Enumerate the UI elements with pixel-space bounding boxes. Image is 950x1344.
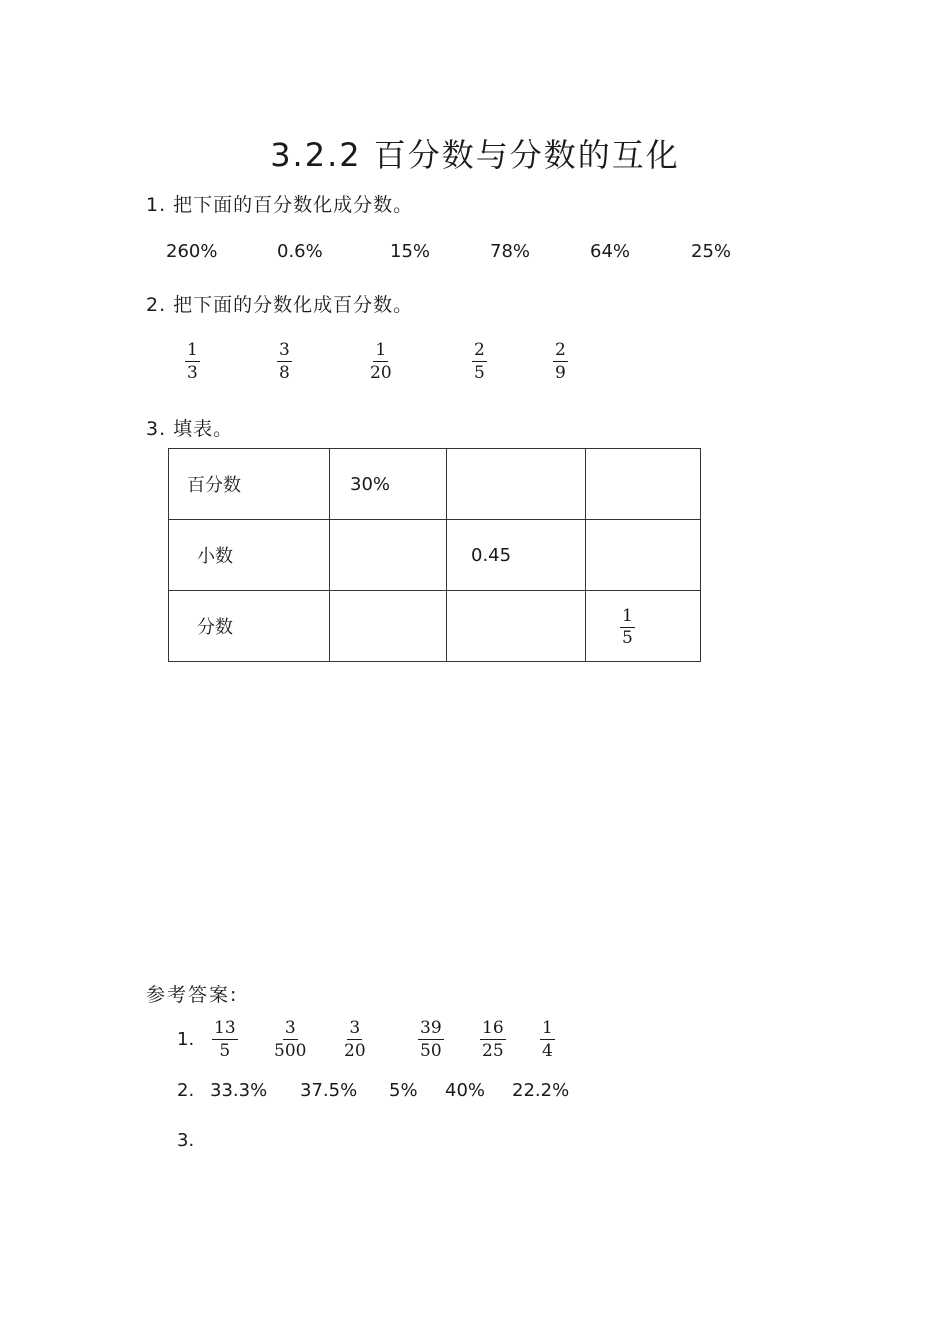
q1-item: 64% bbox=[590, 241, 631, 262]
fraction-numerator: 13 bbox=[214, 1018, 236, 1038]
table-row bbox=[169, 520, 701, 591]
answer-2-item: 40% bbox=[445, 1080, 486, 1101]
row-label: 百分数 bbox=[169, 449, 330, 520]
answer-2-label: 2. bbox=[177, 1080, 195, 1101]
answer-2-item: 33.3% bbox=[210, 1080, 268, 1101]
fraction-denominator: 5 bbox=[622, 627, 633, 648]
table-cell bbox=[330, 520, 447, 591]
fraction-denominator: 25 bbox=[482, 1041, 504, 1061]
answer-fraction bbox=[540, 1018, 555, 1061]
page-title: 3.2.2 百分数与分数的互化 bbox=[270, 136, 680, 174]
fraction-numerator: 1 bbox=[542, 1018, 553, 1038]
q1-item: 15% bbox=[390, 241, 431, 262]
q1-item: 78% bbox=[490, 241, 531, 262]
fraction-numerator: 1 bbox=[375, 340, 387, 360]
table-cell bbox=[447, 591, 586, 662]
fraction-denominator: 20 bbox=[344, 1041, 366, 1061]
table-cell bbox=[586, 449, 701, 520]
q2-fraction bbox=[553, 340, 568, 383]
table-cell bbox=[330, 591, 447, 662]
fraction-denominator: 9 bbox=[555, 363, 566, 383]
answer-3-label: 3. bbox=[177, 1130, 195, 1151]
fraction-denominator: 8 bbox=[279, 363, 290, 383]
table-row bbox=[169, 449, 701, 520]
fraction-numerator: 1 bbox=[187, 340, 198, 360]
question-2-prompt: 2. 把下面的分数化成百分数。 bbox=[146, 294, 414, 316]
fraction-numerator: 3 bbox=[349, 1018, 361, 1038]
fraction-numerator: 2 bbox=[474, 340, 485, 360]
fraction-numerator: 3 bbox=[279, 340, 290, 360]
q1-item: 25% bbox=[691, 241, 732, 262]
row-label: 分数 bbox=[169, 591, 330, 662]
q2-fraction bbox=[370, 340, 392, 383]
table-row bbox=[169, 591, 701, 662]
q2-fraction bbox=[472, 340, 487, 383]
answer-2-item: 22.2% bbox=[512, 1080, 570, 1101]
table-cell: 30% bbox=[330, 449, 447, 520]
table-cell bbox=[586, 520, 701, 591]
fraction-numerator: 1 bbox=[622, 605, 633, 626]
answer-fraction bbox=[344, 1018, 366, 1061]
q2-fraction bbox=[277, 340, 292, 383]
question-1-prompt: 1. 把下面的百分数化成分数。 bbox=[146, 194, 414, 216]
answer-1-label: 1. bbox=[177, 1029, 195, 1050]
row-label: 小数 bbox=[169, 520, 330, 591]
q1-item: 0.6% bbox=[277, 241, 323, 262]
cell-fraction bbox=[620, 606, 635, 648]
table-cell-fraction bbox=[586, 591, 701, 662]
fraction-numerator: 16 bbox=[482, 1018, 504, 1038]
answer-2-item: 5% bbox=[389, 1080, 418, 1101]
fraction-denominator: 3 bbox=[187, 363, 198, 383]
answer-2-item: 37.5% bbox=[300, 1080, 358, 1101]
fraction-denominator: 50 bbox=[420, 1041, 442, 1061]
fraction-numerator: 39 bbox=[420, 1018, 442, 1038]
answer-fraction bbox=[274, 1018, 306, 1061]
table-cell bbox=[447, 449, 586, 520]
fraction-numerator: 2 bbox=[555, 340, 566, 360]
fraction-denominator: 4 bbox=[542, 1041, 553, 1061]
q1-item: 260% bbox=[166, 241, 218, 262]
fraction-denominator: 20 bbox=[370, 363, 392, 383]
question-3-prompt: 3. 填表。 bbox=[146, 418, 234, 440]
q2-fraction bbox=[185, 340, 200, 383]
fraction-denominator: 5 bbox=[219, 1041, 231, 1061]
fraction-denominator: 5 bbox=[474, 363, 485, 383]
fraction-numerator: 3 bbox=[284, 1018, 296, 1038]
fraction-denominator: 500 bbox=[274, 1041, 307, 1061]
answer-fraction bbox=[480, 1018, 506, 1061]
table-cell: 0.45 bbox=[447, 520, 586, 591]
fill-table bbox=[168, 448, 701, 662]
answer-fraction bbox=[418, 1018, 444, 1061]
answers-title: 参考答案: bbox=[146, 984, 239, 1006]
answer-fraction bbox=[212, 1018, 238, 1061]
